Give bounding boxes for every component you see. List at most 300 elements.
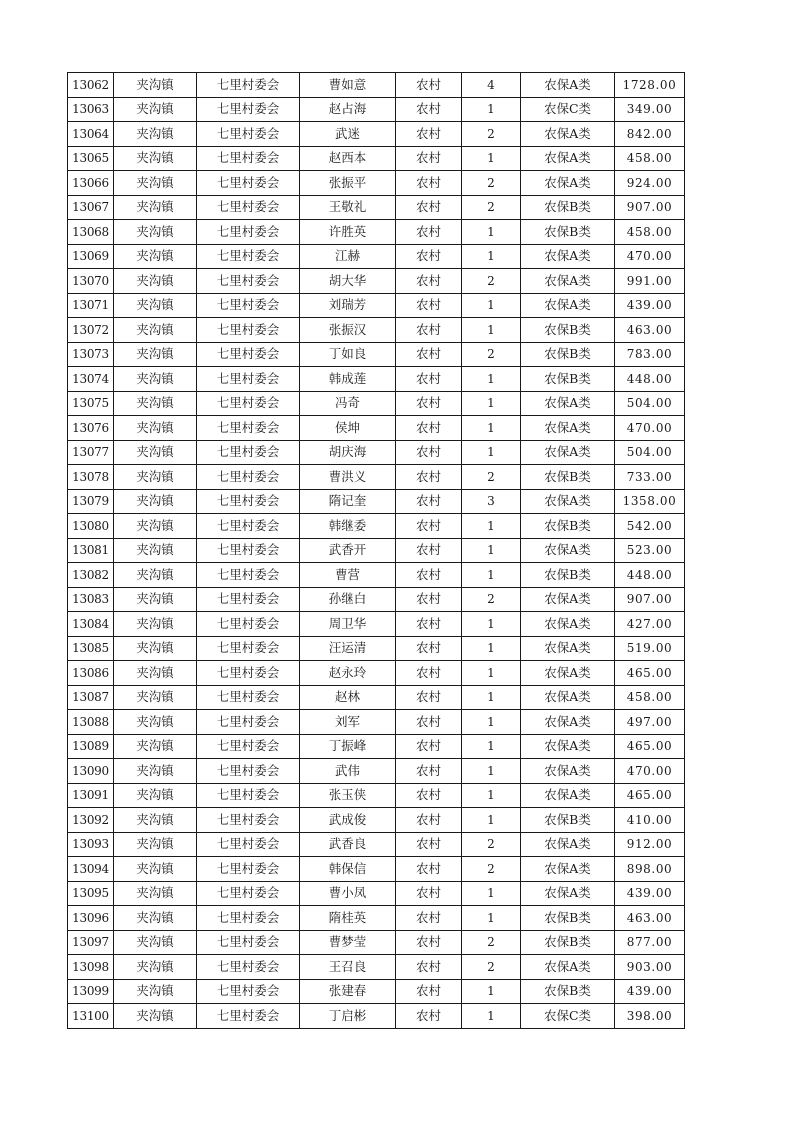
amount-cell: 504.00 — [615, 391, 685, 416]
area-cell: 农村 — [396, 489, 462, 514]
insurance-category-cell: 农保A类 — [521, 269, 615, 294]
household-size-cell: 1 — [462, 220, 521, 245]
record-id-cell: 13099 — [68, 979, 114, 1004]
record-id-cell: 13075 — [68, 391, 114, 416]
table-row — [68, 636, 685, 661]
village-committee-cell: 七里村委会 — [197, 881, 300, 906]
amount-cell: 842.00 — [615, 122, 685, 147]
household-size-cell: 1 — [462, 710, 521, 735]
town-cell: 夹沟镇 — [114, 195, 197, 220]
town-cell: 夹沟镇 — [114, 636, 197, 661]
record-id-cell: 13072 — [68, 318, 114, 343]
amount-cell: 907.00 — [615, 195, 685, 220]
town-cell: 夹沟镇 — [114, 342, 197, 367]
insurance-category-cell: 农保B类 — [521, 930, 615, 955]
village-committee-cell: 七里村委会 — [197, 220, 300, 245]
town-cell: 夹沟镇 — [114, 685, 197, 710]
area-cell: 农村 — [396, 195, 462, 220]
table-row — [68, 881, 685, 906]
insurance-category-cell: 农保A类 — [521, 244, 615, 269]
village-committee-cell: 七里村委会 — [197, 97, 300, 122]
amount-cell: 1358.00 — [615, 489, 685, 514]
insurance-category-cell: 农保A类 — [521, 685, 615, 710]
insurance-category-cell: 农保B类 — [521, 563, 615, 588]
amount-cell: 898.00 — [615, 857, 685, 882]
village-committee-cell: 七里村委会 — [197, 489, 300, 514]
area-cell: 农村 — [396, 171, 462, 196]
household-size-cell: 2 — [462, 832, 521, 857]
amount-cell: 458.00 — [615, 685, 685, 710]
record-id-cell: 13070 — [68, 269, 114, 294]
village-committee-cell: 七里村委会 — [197, 710, 300, 735]
town-cell: 夹沟镇 — [114, 1004, 197, 1029]
amount-cell: 448.00 — [615, 367, 685, 392]
amount-cell: 458.00 — [615, 146, 685, 171]
name-cell: 丁如良 — [300, 342, 396, 367]
record-id-cell: 13093 — [68, 832, 114, 857]
area-cell: 农村 — [396, 955, 462, 980]
amount-cell: 463.00 — [615, 318, 685, 343]
table-row — [68, 857, 685, 882]
village-committee-cell: 七里村委会 — [197, 930, 300, 955]
record-id-cell: 13100 — [68, 1004, 114, 1029]
household-size-cell: 1 — [462, 906, 521, 931]
insurance-category-cell: 农保B类 — [521, 367, 615, 392]
amount-cell: 458.00 — [615, 220, 685, 245]
table-row — [68, 367, 685, 392]
household-size-cell: 2 — [462, 955, 521, 980]
insurance-category-cell: 农保B类 — [521, 808, 615, 833]
area-cell: 农村 — [396, 563, 462, 588]
household-size-cell: 1 — [462, 783, 521, 808]
record-id-cell: 13098 — [68, 955, 114, 980]
name-cell: 刘军 — [300, 710, 396, 735]
table-row — [68, 244, 685, 269]
name-cell: 胡大华 — [300, 269, 396, 294]
insurance-category-cell: 农保A类 — [521, 171, 615, 196]
town-cell: 夹沟镇 — [114, 587, 197, 612]
table-row — [68, 342, 685, 367]
name-cell: 武成俊 — [300, 808, 396, 833]
table-row — [68, 930, 685, 955]
record-id-cell: 13077 — [68, 440, 114, 465]
town-cell: 夹沟镇 — [114, 489, 197, 514]
household-size-cell: 1 — [462, 318, 521, 343]
area-cell: 农村 — [396, 857, 462, 882]
record-id-cell: 13069 — [68, 244, 114, 269]
village-committee-cell: 七里村委会 — [197, 808, 300, 833]
town-cell: 夹沟镇 — [114, 808, 197, 833]
town-cell: 夹沟镇 — [114, 538, 197, 563]
insurance-category-cell: 农保A类 — [521, 122, 615, 147]
amount-cell: 542.00 — [615, 514, 685, 539]
household-size-cell: 1 — [462, 514, 521, 539]
name-cell: 曹营 — [300, 563, 396, 588]
village-committee-cell: 七里村委会 — [197, 587, 300, 612]
amount-cell: 439.00 — [615, 293, 685, 318]
town-cell: 夹沟镇 — [114, 220, 197, 245]
name-cell: 刘瑞芳 — [300, 293, 396, 318]
amount-cell: 470.00 — [615, 244, 685, 269]
amount-cell: 448.00 — [615, 563, 685, 588]
table-row — [68, 906, 685, 931]
name-cell: 韩保信 — [300, 857, 396, 882]
table-row — [68, 783, 685, 808]
household-size-cell: 1 — [462, 416, 521, 441]
area-cell: 农村 — [396, 685, 462, 710]
area-cell: 农村 — [396, 710, 462, 735]
name-cell: 韩继委 — [300, 514, 396, 539]
amount-cell: 465.00 — [615, 661, 685, 686]
name-cell: 周卫华 — [300, 612, 396, 637]
insurance-category-cell: 农保A类 — [521, 955, 615, 980]
amount-cell: 903.00 — [615, 955, 685, 980]
area-cell: 农村 — [396, 440, 462, 465]
table-row — [68, 146, 685, 171]
town-cell: 夹沟镇 — [114, 367, 197, 392]
record-id-cell: 13073 — [68, 342, 114, 367]
household-size-cell: 1 — [462, 563, 521, 588]
table-row — [68, 318, 685, 343]
town-cell: 夹沟镇 — [114, 244, 197, 269]
town-cell: 夹沟镇 — [114, 759, 197, 784]
household-size-cell: 2 — [462, 171, 521, 196]
table-row — [68, 171, 685, 196]
table-row — [68, 73, 685, 98]
amount-cell: 439.00 — [615, 979, 685, 1004]
town-cell: 夹沟镇 — [114, 269, 197, 294]
insurance-category-cell: 农保C类 — [521, 97, 615, 122]
insurance-category-cell: 农保B类 — [521, 195, 615, 220]
household-size-cell: 1 — [462, 97, 521, 122]
record-id-cell: 13064 — [68, 122, 114, 147]
name-cell: 王敬礼 — [300, 195, 396, 220]
amount-cell: 877.00 — [615, 930, 685, 955]
household-size-cell: 1 — [462, 808, 521, 833]
area-cell: 农村 — [396, 73, 462, 98]
village-committee-cell: 七里村委会 — [197, 293, 300, 318]
name-cell: 许胜英 — [300, 220, 396, 245]
table-row — [68, 685, 685, 710]
name-cell: 冯奇 — [300, 391, 396, 416]
name-cell: 赵永玲 — [300, 661, 396, 686]
table-row — [68, 195, 685, 220]
area-cell: 农村 — [396, 293, 462, 318]
insurance-category-cell: 农保A类 — [521, 73, 615, 98]
record-id-cell: 13085 — [68, 636, 114, 661]
record-id-cell: 13080 — [68, 514, 114, 539]
insurance-category-cell: 农保B类 — [521, 465, 615, 490]
area-cell: 农村 — [396, 342, 462, 367]
household-size-cell: 2 — [462, 857, 521, 882]
household-size-cell: 1 — [462, 612, 521, 637]
village-committee-cell: 七里村委会 — [197, 318, 300, 343]
insurance-category-cell: 农保A类 — [521, 661, 615, 686]
table-row — [68, 97, 685, 122]
table-row — [68, 391, 685, 416]
area-cell: 农村 — [396, 1004, 462, 1029]
household-size-cell: 1 — [462, 881, 521, 906]
table-row — [68, 465, 685, 490]
household-size-cell: 2 — [462, 587, 521, 612]
name-cell: 隋桂英 — [300, 906, 396, 931]
insurance-category-cell: 农保A类 — [521, 612, 615, 637]
area-cell: 农村 — [396, 367, 462, 392]
village-committee-cell: 七里村委会 — [197, 783, 300, 808]
town-cell: 夹沟镇 — [114, 783, 197, 808]
village-committee-cell: 七里村委会 — [197, 122, 300, 147]
town-cell: 夹沟镇 — [114, 906, 197, 931]
household-size-cell: 1 — [462, 293, 521, 318]
area-cell: 农村 — [396, 881, 462, 906]
village-committee-cell: 七里村委会 — [197, 195, 300, 220]
record-id-cell: 13071 — [68, 293, 114, 318]
table-row — [68, 440, 685, 465]
area-cell: 农村 — [396, 808, 462, 833]
area-cell: 农村 — [396, 220, 462, 245]
table-row — [68, 220, 685, 245]
insurance-category-cell: 农保A类 — [521, 440, 615, 465]
name-cell: 丁振峰 — [300, 734, 396, 759]
area-cell: 农村 — [396, 636, 462, 661]
village-committee-cell: 七里村委会 — [197, 1004, 300, 1029]
name-cell: 韩成莲 — [300, 367, 396, 392]
area-cell: 农村 — [396, 97, 462, 122]
insurance-category-cell: 农保A类 — [521, 538, 615, 563]
table-row — [68, 808, 685, 833]
village-committee-cell: 七里村委会 — [197, 73, 300, 98]
record-id-cell: 13097 — [68, 930, 114, 955]
record-id-cell: 13094 — [68, 857, 114, 882]
name-cell: 王召良 — [300, 955, 396, 980]
area-cell: 农村 — [396, 269, 462, 294]
record-id-cell: 13067 — [68, 195, 114, 220]
village-committee-cell: 七里村委会 — [197, 563, 300, 588]
amount-cell: 783.00 — [615, 342, 685, 367]
town-cell: 夹沟镇 — [114, 440, 197, 465]
record-id-cell: 13090 — [68, 759, 114, 784]
name-cell: 武香开 — [300, 538, 396, 563]
area-cell: 农村 — [396, 465, 462, 490]
record-id-cell: 13088 — [68, 710, 114, 735]
town-cell: 夹沟镇 — [114, 514, 197, 539]
town-cell: 夹沟镇 — [114, 734, 197, 759]
household-size-cell: 1 — [462, 685, 521, 710]
area-cell: 农村 — [396, 734, 462, 759]
area-cell: 农村 — [396, 979, 462, 1004]
amount-cell: 991.00 — [615, 269, 685, 294]
name-cell: 张振平 — [300, 171, 396, 196]
name-cell: 武伟 — [300, 759, 396, 784]
town-cell: 夹沟镇 — [114, 97, 197, 122]
household-size-cell: 2 — [462, 342, 521, 367]
town-cell: 夹沟镇 — [114, 832, 197, 857]
name-cell: 赵西本 — [300, 146, 396, 171]
village-committee-cell: 七里村委会 — [197, 857, 300, 882]
amount-cell: 463.00 — [615, 906, 685, 931]
amount-cell: 504.00 — [615, 440, 685, 465]
record-id-cell: 13084 — [68, 612, 114, 637]
table-row — [68, 489, 685, 514]
village-committee-cell: 七里村委会 — [197, 661, 300, 686]
insurance-category-cell: 农保A类 — [521, 416, 615, 441]
record-id-cell: 13079 — [68, 489, 114, 514]
name-cell: 江赫 — [300, 244, 396, 269]
household-size-cell: 1 — [462, 146, 521, 171]
amount-cell: 427.00 — [615, 612, 685, 637]
area-cell: 农村 — [396, 391, 462, 416]
name-cell: 张玉侠 — [300, 783, 396, 808]
name-cell: 侯坤 — [300, 416, 396, 441]
household-size-cell: 2 — [462, 269, 521, 294]
household-size-cell: 3 — [462, 489, 521, 514]
area-cell: 农村 — [396, 930, 462, 955]
area-cell: 农村 — [396, 587, 462, 612]
amount-cell: 470.00 — [615, 416, 685, 441]
area-cell: 农村 — [396, 538, 462, 563]
household-size-cell: 2 — [462, 195, 521, 220]
household-size-cell: 2 — [462, 465, 521, 490]
name-cell: 赵占海 — [300, 97, 396, 122]
town-cell: 夹沟镇 — [114, 318, 197, 343]
village-committee-cell: 七里村委会 — [197, 146, 300, 171]
town-cell: 夹沟镇 — [114, 955, 197, 980]
name-cell: 曹如意 — [300, 73, 396, 98]
insurance-category-cell: 农保A类 — [521, 857, 615, 882]
insurance-category-cell: 农保A类 — [521, 587, 615, 612]
insurance-category-cell: 农保C类 — [521, 1004, 615, 1029]
insurance-category-cell: 农保A类 — [521, 783, 615, 808]
town-cell: 夹沟镇 — [114, 710, 197, 735]
village-committee-cell: 七里村委会 — [197, 367, 300, 392]
name-cell: 张振汉 — [300, 318, 396, 343]
record-id-cell: 13089 — [68, 734, 114, 759]
insurance-category-cell: 农保B类 — [521, 318, 615, 343]
table-row — [68, 710, 685, 735]
insurance-category-cell: 农保B类 — [521, 220, 615, 245]
amount-cell: 497.00 — [615, 710, 685, 735]
record-id-cell: 13087 — [68, 685, 114, 710]
amount-cell: 519.00 — [615, 636, 685, 661]
name-cell: 汪运清 — [300, 636, 396, 661]
household-size-cell: 4 — [462, 73, 521, 98]
amount-cell: 924.00 — [615, 171, 685, 196]
area-cell: 农村 — [396, 416, 462, 441]
village-committee-cell: 七里村委会 — [197, 759, 300, 784]
amount-cell: 523.00 — [615, 538, 685, 563]
town-cell: 夹沟镇 — [114, 979, 197, 1004]
town-cell: 夹沟镇 — [114, 146, 197, 171]
record-id-cell: 13076 — [68, 416, 114, 441]
village-committee-cell: 七里村委会 — [197, 906, 300, 931]
data-table — [67, 72, 685, 1029]
area-cell: 农村 — [396, 661, 462, 686]
village-committee-cell: 七里村委会 — [197, 636, 300, 661]
record-id-cell: 13082 — [68, 563, 114, 588]
household-size-cell: 2 — [462, 930, 521, 955]
town-cell: 夹沟镇 — [114, 857, 197, 882]
village-committee-cell: 七里村委会 — [197, 269, 300, 294]
insurance-category-cell: 农保A类 — [521, 489, 615, 514]
amount-cell: 439.00 — [615, 881, 685, 906]
area-cell: 农村 — [396, 832, 462, 857]
record-id-cell: 13092 — [68, 808, 114, 833]
area-cell: 农村 — [396, 514, 462, 539]
amount-cell: 733.00 — [615, 465, 685, 490]
area-cell: 农村 — [396, 612, 462, 637]
insurance-category-cell: 农保A类 — [521, 710, 615, 735]
village-committee-cell: 七里村委会 — [197, 416, 300, 441]
town-cell: 夹沟镇 — [114, 391, 197, 416]
village-committee-cell: 七里村委会 — [197, 391, 300, 416]
village-committee-cell: 七里村委会 — [197, 734, 300, 759]
amount-cell: 410.00 — [615, 808, 685, 833]
table-row — [68, 416, 685, 441]
household-size-cell: 1 — [462, 734, 521, 759]
name-cell: 丁启彬 — [300, 1004, 396, 1029]
town-cell: 夹沟镇 — [114, 661, 197, 686]
record-id-cell: 13091 — [68, 783, 114, 808]
village-committee-cell: 七里村委会 — [197, 440, 300, 465]
table-row — [68, 734, 685, 759]
record-id-cell: 13086 — [68, 661, 114, 686]
household-size-cell: 2 — [462, 122, 521, 147]
record-id-cell: 13096 — [68, 906, 114, 931]
area-cell: 农村 — [396, 906, 462, 931]
insurance-category-cell: 农保A类 — [521, 293, 615, 318]
record-id-cell: 13083 — [68, 587, 114, 612]
area-cell: 农村 — [396, 244, 462, 269]
town-cell: 夹沟镇 — [114, 122, 197, 147]
record-id-cell: 13068 — [68, 220, 114, 245]
household-size-cell: 1 — [462, 244, 521, 269]
name-cell: 孙继白 — [300, 587, 396, 612]
household-size-cell: 1 — [462, 538, 521, 563]
insurance-category-cell: 农保B类 — [521, 342, 615, 367]
area-cell: 农村 — [396, 318, 462, 343]
area-cell: 农村 — [396, 759, 462, 784]
town-cell: 夹沟镇 — [114, 73, 197, 98]
insurance-category-cell: 农保A类 — [521, 759, 615, 784]
amount-cell: 470.00 — [615, 759, 685, 784]
town-cell: 夹沟镇 — [114, 171, 197, 196]
name-cell: 武香良 — [300, 832, 396, 857]
amount-cell: 1728.00 — [615, 73, 685, 98]
household-size-cell: 1 — [462, 979, 521, 1004]
town-cell: 夹沟镇 — [114, 881, 197, 906]
table-row — [68, 293, 685, 318]
record-id-cell: 13066 — [68, 171, 114, 196]
record-id-cell: 13081 — [68, 538, 114, 563]
table-row — [68, 832, 685, 857]
table-row — [68, 1004, 685, 1029]
table-row — [68, 759, 685, 784]
table-row — [68, 979, 685, 1004]
household-size-cell: 1 — [462, 367, 521, 392]
insurance-category-cell: 农保B类 — [521, 906, 615, 931]
amount-cell: 465.00 — [615, 783, 685, 808]
record-id-cell: 13062 — [68, 73, 114, 98]
name-cell: 赵林 — [300, 685, 396, 710]
name-cell: 隋记奎 — [300, 489, 396, 514]
table-row — [68, 612, 685, 637]
town-cell: 夹沟镇 — [114, 930, 197, 955]
village-committee-cell: 七里村委会 — [197, 832, 300, 857]
town-cell: 夹沟镇 — [114, 465, 197, 490]
record-id-cell: 13074 — [68, 367, 114, 392]
insurance-category-cell: 农保A类 — [521, 391, 615, 416]
table-row — [68, 538, 685, 563]
